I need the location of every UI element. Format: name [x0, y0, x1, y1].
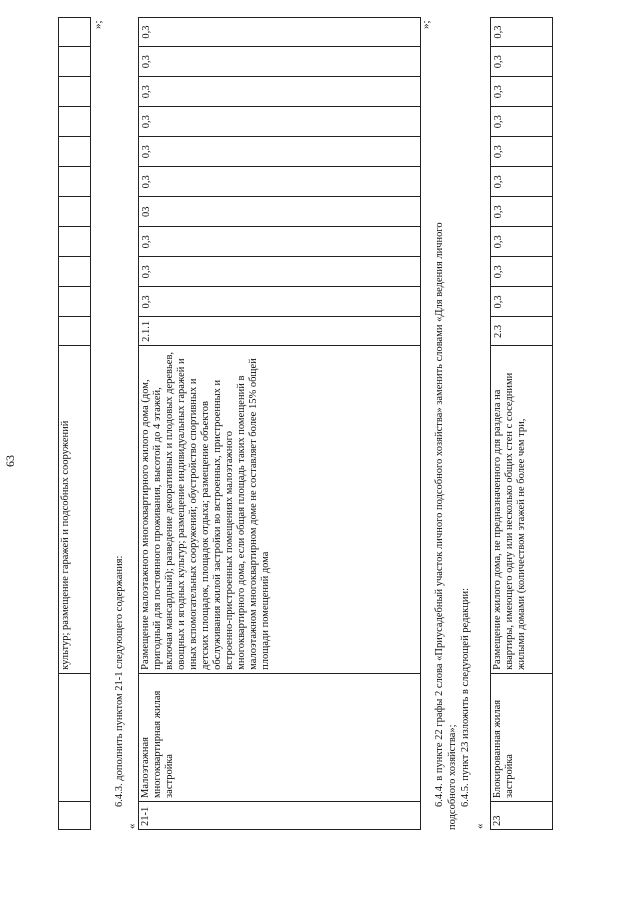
cell-value: 0,3: [491, 18, 553, 47]
cell-code: 2.1.1: [139, 317, 421, 346]
item-6-4-4: 6.4.4. в пункте 22 графы 2 слова «Приусадебный участок личного подсобного хозяйства» заменить словами «Для ведения личного: [434, 222, 445, 807]
cell-value: 0,3: [491, 47, 553, 77]
cell-value: 03: [139, 197, 421, 227]
cell-value: 0,3: [491, 227, 553, 257]
cell-value: 0,3: [139, 257, 421, 287]
cell-value: 0,3: [491, 257, 553, 287]
closing-quote: »;: [420, 20, 432, 29]
cell-value: 0,3: [491, 77, 553, 107]
table-row: [139, 18, 421, 830]
cell-value: [59, 287, 91, 317]
cell-value: 0,3: [139, 77, 421, 107]
cell-value: [59, 107, 91, 137]
cell-value: [59, 167, 91, 197]
item-6-4-3: 6.4.3. дополнить пунктом 21-1 следующего содержания:: [114, 555, 125, 807]
cell-description: Размещение малоэтажного многоквартирного жилого дома (дом, пригодный для постоянного проживания, высотой до 4 этажей, включая мансардный); разведение декоративных и плодовых деревьев, овощных и ягодных культур; размещение индивидуальных гаражей и иных вспомогательных сооружений; обустройство спортивных и детских площадок, площадок отдыха; размещение объектов обслуживания жилой застройки во встроенных, пристроенных и встроенно-пристроенных помещениях малоэтажного многоквартирного дома, если общая площадь таких помещений в малоэтажном многоквартирном доме не составляет более 15% общей площади помещений дома: [139, 346, 421, 673]
cell-num: 23: [491, 801, 553, 829]
cell-value: [59, 47, 91, 77]
cell-value: [59, 18, 91, 47]
cell-num: 21-1: [139, 801, 421, 829]
cell-code: 2.3: [491, 317, 553, 346]
cell-description: Размещение жилого дома, не предназначенного для раздела на квартиры, имеющего одну или несколько общих стен с соседними жилыми домами (количеством этажей не более чем три,: [491, 346, 553, 673]
cell-value: 0,3: [139, 227, 421, 257]
cell-code: [59, 317, 91, 346]
cell-value: [59, 197, 91, 227]
cell-name: [59, 673, 91, 801]
item-6-4-5: 6.4.5. пункт 23 изложить в следующей редакции:: [460, 588, 471, 807]
opening-quote: «: [474, 823, 486, 829]
cell-value: 0,3: [139, 287, 421, 317]
cell-value: 0,3: [491, 137, 553, 167]
table-row-21-1: [138, 17, 421, 830]
cell-value: 0,3: [139, 137, 421, 167]
table-upper: [58, 17, 91, 830]
cell-value: 0,3: [491, 197, 553, 227]
cell-value: 0,3: [139, 18, 421, 47]
closing-quote: »;: [92, 20, 104, 29]
cell-value: 0,3: [139, 167, 421, 197]
cell-value: 0,3: [491, 107, 553, 137]
cell-value: [59, 257, 91, 287]
page-number: 63: [3, 455, 17, 467]
item-6-4-4-cont: подсобного хозяйства»;: [447, 724, 458, 830]
cell-num: [59, 801, 91, 829]
cell-value: 0,3: [139, 47, 421, 77]
cell-name: Малоэтажная многоквартирная жилая застройка: [139, 673, 421, 801]
table-row: [491, 18, 553, 830]
cell-name: Блокированная жилая застройка: [491, 673, 553, 801]
cell-value: 0,3: [491, 167, 553, 197]
opening-quote: «: [126, 823, 138, 829]
cell-value: [59, 227, 91, 257]
table-row-23: [490, 17, 553, 830]
cell-value: 0,3: [491, 287, 553, 317]
cell-description: культур; размещение гаражей и подсобных сооружений: [59, 346, 91, 673]
cell-value: [59, 137, 91, 167]
cell-value: [59, 77, 91, 107]
table-row-continuation: [59, 18, 91, 830]
cell-value: 0,3: [139, 107, 421, 137]
